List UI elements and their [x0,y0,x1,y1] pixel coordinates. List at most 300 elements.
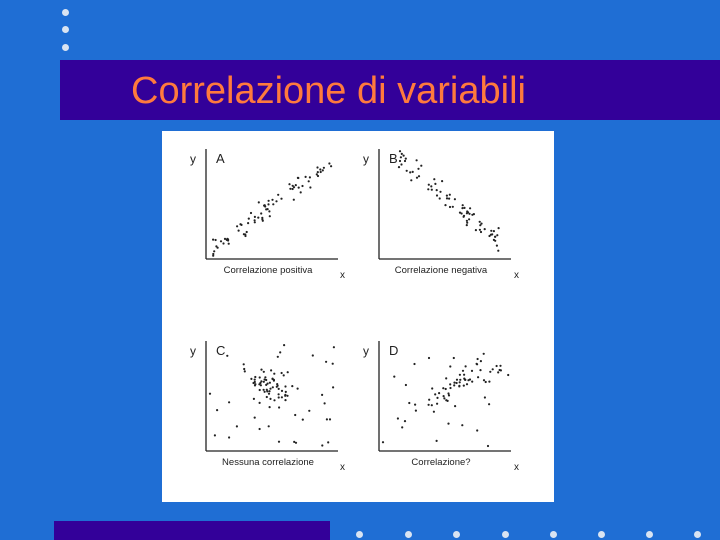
scatter-point [439,191,441,193]
scatter-point [275,200,277,202]
scatter-point [297,177,299,179]
scatter-point [272,203,274,205]
scatter-point [468,218,470,220]
footer-bar [54,521,330,540]
scatter-point [428,404,430,406]
scatter-point [266,389,268,391]
scatter-point [466,220,468,222]
scatter-point [461,212,463,214]
scatter-point [463,207,465,209]
scatter-point [250,212,252,214]
scatter-point [309,176,311,178]
scatter-point [466,212,468,214]
scatter-point [448,198,450,200]
scatter-point [492,368,494,370]
scatter-point [295,184,297,186]
scatter-point [280,198,282,200]
decor-dot [405,531,412,538]
x-axis-label: x [340,462,345,473]
scatter-point [467,379,469,381]
scatter-point [445,388,447,390]
scatter-point [308,180,310,182]
scatter-point [466,383,468,385]
scatter-point [399,150,401,152]
scatter-point [448,394,450,396]
scatter-point [452,206,454,208]
decor-dot [502,531,509,538]
scatter-point [465,365,467,367]
scatter-point [273,399,275,401]
scatter-point [271,199,273,201]
scatter-point [493,230,495,232]
scatter-point [463,385,465,387]
scatter-point [247,222,249,224]
scatter-point [459,381,461,383]
scatter-point [500,369,502,371]
scatter-point [254,417,256,419]
scatter-point [436,189,438,191]
scatter-point [442,387,444,389]
scatter-point [272,386,274,388]
scatter-point [309,186,311,188]
scatter-point [259,376,261,378]
scatter-point [427,188,429,190]
scatter-point [497,250,499,252]
scatter-point [397,417,399,419]
scatter-point [436,194,438,196]
scatter-point [446,197,448,199]
scatter-point [405,158,407,160]
scatter-point [447,423,449,425]
scatter-point [260,369,262,371]
scatter-point [228,436,230,438]
scatter-point [253,398,255,400]
scatter-point [259,402,261,404]
scatter-point [496,234,498,236]
scatter-point [276,386,278,388]
scatter-point [284,394,286,396]
scatter-point [483,379,485,381]
scatter-point [401,153,403,155]
panel-caption: Correlazione negativa [394,265,488,276]
scatter-point [434,183,436,185]
scatter-point [480,360,482,362]
scatter-point [254,219,256,221]
decor-dot [646,531,653,538]
scatter-point [284,385,286,387]
scatter-point [491,233,493,235]
scatter-point [493,239,495,241]
scatter-point [446,195,448,197]
scatter-point [507,374,509,376]
scatter-point [471,370,473,372]
scatter-point [263,371,265,373]
scatter-point [431,387,433,389]
scatter-point [447,392,449,394]
scatter-point [494,236,496,238]
scatter-point [298,187,300,189]
scatter-point [398,166,400,168]
scatter-point [416,159,418,161]
scatter-point [428,399,430,401]
scatter-point [262,220,264,222]
scatter-point [260,384,262,386]
scatter-point [285,391,287,393]
scatter-point [244,370,246,372]
panel-caption: Nessuna correlazione [222,457,314,468]
scatter-point [236,225,238,227]
scatter-point [461,207,463,209]
decor-dot [62,44,69,51]
scatter-point [316,166,318,168]
panel-letter: D [389,343,399,358]
scatter-point [459,374,461,376]
scatter-point [236,425,238,427]
scatter-point [479,369,481,371]
scatter-point [443,395,445,397]
scatter-point [449,206,451,208]
scatter-point [456,379,458,381]
scatter-point [329,418,331,420]
scatter-point [258,201,260,203]
scatter-point [260,212,262,214]
scatter-point [260,380,262,382]
scatter-point [254,216,256,218]
scatter-point [283,374,285,376]
scatter-point [254,381,256,383]
x-axis-label: x [514,270,519,281]
scatter-point [238,230,240,232]
scatter-point [297,388,299,390]
scatter-point [496,245,498,247]
scatter-point [268,425,270,427]
scatter-point [428,357,430,359]
scatter-point [261,217,263,219]
scatter-point [254,376,256,378]
scatter-point [477,358,479,360]
scatter-point [217,247,219,249]
scatter-point [248,218,250,220]
scatter-point [286,395,288,397]
scatter-point [220,240,222,242]
scatter-point [497,371,499,373]
scatter-point [436,397,438,399]
scatter-point [250,378,252,380]
scatter-point [463,374,465,376]
slide-title: Correlazione di variabili [131,70,526,112]
scatter-point [268,390,270,392]
scatter-point [319,168,321,170]
scatter-point [294,414,296,416]
scatter-point [278,393,280,395]
scatter-point [269,382,271,384]
scatter-figure [162,131,554,502]
scatter-point [488,403,490,405]
scatter-point [462,204,464,206]
scatter-point [212,239,214,241]
scatter-point [433,411,435,413]
scatter-point [477,376,479,378]
scatter-point [268,200,270,202]
scatter-point [393,376,395,378]
scatter-point [288,183,290,185]
scatter-point [461,424,463,426]
scatter-point [436,403,438,405]
scatter-point [418,175,420,177]
scatter-point [498,227,500,229]
scatter-point [305,176,307,178]
scatter-point [316,173,318,175]
scatter-point [485,381,487,383]
scatter-point [483,353,485,355]
scatter-point [413,363,415,365]
scatter-point [277,356,279,358]
scatter-point [410,179,412,181]
panel-caption: Correlazione positiva [223,265,313,276]
scatter-point [453,357,455,359]
scatter-point [466,222,468,224]
scatter-point [401,426,403,428]
x-axis-label: x [514,462,519,473]
scatter-point [292,188,294,190]
decor-dot [62,9,69,16]
scatter-point [326,418,328,420]
scatter-point [272,378,274,380]
panel-letter: B [389,151,398,166]
scatter-point [403,155,405,157]
scatter-point [479,221,481,223]
scatter-point [405,384,407,386]
scatter-point [268,210,270,212]
scatter-point [266,396,268,398]
scatter-point [479,224,481,226]
scatter-point [480,231,482,233]
scatter-point [246,231,248,233]
scatter-point [399,160,401,162]
decor-dot [453,531,460,538]
scatter-point [269,406,271,408]
scatter-point [453,384,455,386]
scatter-point [224,238,226,240]
scatter-point [449,365,451,367]
scatter-point [308,410,310,412]
scatter-point [415,410,417,412]
panel-caption: Correlazione? [411,457,471,468]
scatter-point [226,355,228,357]
scatter-point [239,223,241,225]
y-axis-label: y [190,344,196,358]
scatter-point [243,363,245,365]
scatter-point [264,376,266,378]
scatter-point [228,401,230,403]
scatter-point [412,171,414,173]
scatter-point [475,229,477,231]
scatter-point [400,156,402,158]
scatter-point [265,208,267,210]
scatter-point [488,381,490,383]
scatter-point [264,205,266,207]
scatter-point [420,165,422,167]
scatter-point [267,383,269,385]
scatter-point [408,402,410,404]
scatter-point [476,429,478,431]
scatter-point [496,365,498,367]
scatter-point [487,445,489,447]
scatter-point [254,221,256,223]
scatter-point [254,384,256,386]
panel-letter: C [216,343,226,358]
scatter-point [244,233,246,235]
scatter-point [406,170,408,172]
scatter-point [414,404,416,406]
scatter-point [439,197,441,199]
scatter-point [322,169,324,171]
scatter-point [445,377,447,379]
scatter-point [321,394,323,396]
scatter-point [263,381,265,383]
scatter-point [456,382,458,384]
scatter-point [490,230,492,232]
scatter-point [302,419,304,421]
scatter-point [265,379,267,381]
scatter-point [289,188,291,190]
scatter-point [301,185,303,187]
scatter-point [269,388,271,390]
scatter-point [226,238,228,240]
scatter-point [332,386,334,388]
scatter-point [458,385,460,387]
scatter-point [222,242,224,244]
scatter-point [267,203,269,205]
scatter-point [433,178,435,180]
scatter-point [228,243,230,245]
scatter-point [215,239,217,241]
scatter-point [273,373,275,375]
scatter-point [469,207,471,209]
scatter-point [295,442,297,444]
scatter-point [449,194,451,196]
scatter-point [471,381,473,383]
scatter-point [269,215,271,217]
scatter-point [321,444,323,446]
scatter-point [269,398,271,400]
scatter-point [287,371,289,373]
scatter-point [449,383,451,385]
scatter-point [259,389,261,391]
scatter-point [445,399,447,401]
scatter-point [278,388,280,390]
scatter-point [459,379,461,381]
scatter-point [259,428,261,430]
scatter-point [484,228,486,230]
scatter-point [473,213,475,215]
scatter-point [438,392,440,394]
scatter-point [431,189,433,191]
x-axis-label: x [340,270,345,281]
scatter-point [449,387,451,389]
scatter-point [209,393,211,395]
scatter-point [273,380,275,382]
scatter-point [454,405,456,407]
scatter-point [281,372,283,374]
decor-dot [62,26,69,33]
scatter-point [292,185,294,187]
decor-dot [356,531,363,538]
scatter-point [284,399,286,401]
scatter-point [291,385,293,387]
scatter-point [333,346,335,348]
scatter-point [464,379,466,381]
scatter-point [212,255,214,257]
scatter-point [382,441,384,443]
scatter-point [434,393,436,395]
scatter-point [270,369,272,371]
scatter-figure-svg [162,131,554,502]
scatter-point [400,163,402,165]
scatter-point [444,204,446,206]
scatter-point [257,217,259,219]
scatter-point [243,368,245,370]
scatter-point [264,391,266,393]
scatter-point [404,420,406,422]
scatter-point [332,363,334,365]
decor-dot [550,531,557,538]
panel-letter: A [216,151,225,166]
scatter-point [443,397,445,399]
scatter-point [278,406,280,408]
scatter-point [213,250,215,252]
scatter-point [468,213,470,215]
scatter-point [330,165,332,167]
scatter-point [430,185,432,187]
scatter-point [293,199,295,201]
scatter-point [431,404,433,406]
scatter-point [479,229,481,231]
scatter-point [454,198,456,200]
scatter-point [323,167,325,169]
scatter-point [214,434,216,436]
scatter-point [488,235,490,237]
scatter-point [268,393,270,395]
scatter-point [281,396,283,398]
scatter-point [312,354,314,356]
scatter-point [428,184,430,186]
scatter-point [324,402,326,404]
decor-dot [694,531,701,538]
scatter-point [489,371,491,373]
scatter-point [325,361,327,363]
scatter-point [276,383,278,385]
scatter-point [254,379,256,381]
scatter-point [416,177,418,179]
scatter-point [499,365,501,367]
scatter-point [476,363,478,365]
scatter-point [466,224,468,226]
scatter-point [317,171,319,173]
scatter-point [300,191,302,193]
scatter-point [441,180,443,182]
scatter-point [277,194,279,196]
y-axis-label: y [363,344,369,358]
scatter-point [263,389,265,391]
scatter-point [453,382,455,384]
scatter-point [417,168,419,170]
scatter-point [462,370,464,372]
y-axis-label: y [190,152,196,166]
scatter-point [484,396,486,398]
scatter-point [463,215,465,217]
scatter-point [281,390,283,392]
